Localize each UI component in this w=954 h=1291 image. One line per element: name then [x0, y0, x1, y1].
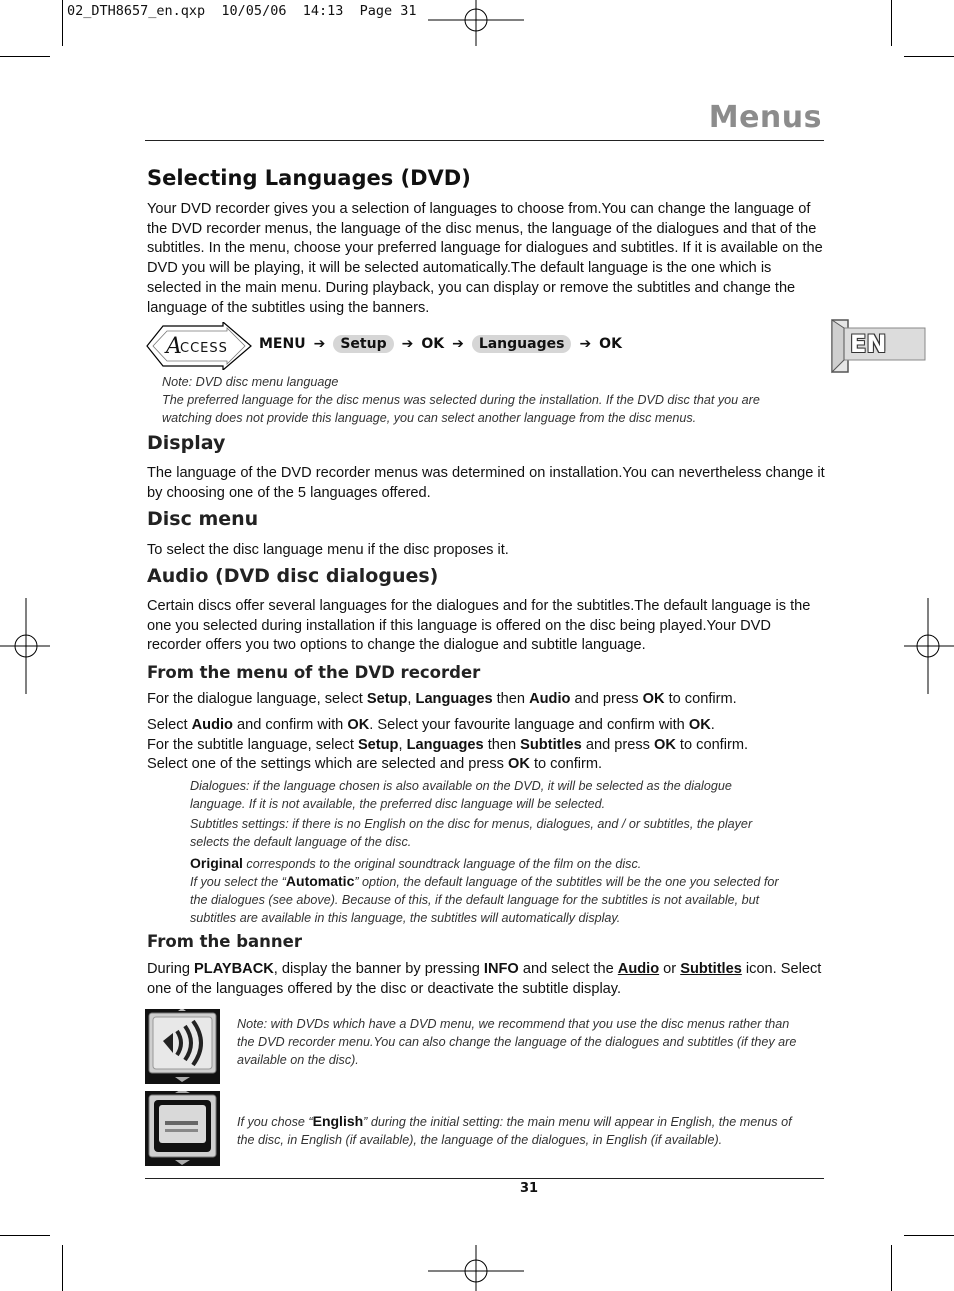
- access-arrow: [145, 322, 253, 370]
- from-menu-p2: [147, 716, 827, 775]
- note-title: Note: DVD disc menu language: [162, 375, 339, 389]
- text: OK: [688, 717, 711, 733]
- crop-mark: [0, 56, 50, 57]
- from-menu-line: [147, 755, 827, 775]
- text: Select: [147, 717, 192, 733]
- crop-mark: [62, 0, 63, 46]
- text: ” during the initial setting: the main menu will appear in English, the menus of the disc, in English (if available), the language of the dialogues, in English (if available).: [237, 1115, 792, 1147]
- path-menu: MENU: [259, 336, 306, 352]
- text: OK: [508, 756, 530, 773]
- footer-rule: [145, 1178, 824, 1179]
- language-tab-label: EN: [850, 330, 887, 358]
- text: and press: [570, 691, 643, 707]
- text: to confirm.: [529, 756, 603, 773]
- subtitle-banner-icon: [145, 1091, 220, 1166]
- disc-menu-heading: Disc menu: [147, 508, 259, 530]
- crop-mark: [891, 0, 892, 46]
- text: INFO: [483, 961, 519, 977]
- text: OK: [347, 717, 370, 733]
- text: If you select the “: [190, 875, 286, 889]
- text: Languages: [406, 736, 484, 753]
- text: .: [710, 717, 715, 733]
- disc-menu-text: To select the disc language menu if the disc proposes it.: [147, 542, 509, 558]
- page-number: 31: [520, 1181, 539, 1196]
- text: Subtitles: [680, 961, 742, 977]
- path-languages: Languages: [472, 335, 572, 353]
- path-setup: Setup: [333, 335, 393, 353]
- note-dialogues: Dialogues: if the language chosen is also available on the DVD, it will be selected as the dialogue language. If it is not available, the preferred disc language will be selected.: [190, 779, 732, 811]
- display-heading: Display: [147, 432, 226, 454]
- text: and press: [581, 736, 654, 753]
- text: ,: [398, 736, 407, 753]
- audio-heading: Audio (DVD disc dialogues): [147, 565, 439, 587]
- registration-mark-bottom: [428, 1245, 524, 1291]
- display-text: The language of the DVD recorder menus was determined on installation.You can nevertheless change it by choosing one of the 5 languages offered.: [147, 465, 825, 501]
- path-ok: OK: [421, 336, 445, 352]
- audio-text: Certain discs offer several languages for the dialogues and for the subtitles.The default language is the one you selected during installation if this language is offered on the disc being played.Your DVD recorder offers you two options to change the dialogue and subtitle language.: [147, 598, 811, 654]
- path-ok-final: OK: [599, 336, 622, 352]
- crop-mark: [904, 1235, 954, 1236]
- from-banner-heading: From the banner: [147, 932, 302, 951]
- note-english: [237, 1112, 812, 1149]
- text: then: [492, 691, 530, 707]
- text: Audio: [617, 961, 660, 977]
- registration-mark-left: [0, 598, 50, 694]
- crop-mark: [904, 56, 954, 57]
- text: to confirm.: [675, 736, 749, 753]
- text: For the subtitle language, select: [147, 736, 358, 753]
- text: ,: [407, 691, 416, 707]
- intro-paragraph: Your DVD recorder gives you a selection of languages to choose from.You can change the language of the DVD recorder menus, the language of the disc menus, the language of the dialogues and that of the subtitles. In the menu, choose your preferred language for dialogues and subtitles. If it is available on the DVD you will be playing, it will be selected automatically.The default language is the one which is selected in the main menu. During playback, you can display or remove the subtitles and change the language of the subtitles using the banners.: [147, 201, 823, 316]
- text: . Select your favourite language and confirm with: [369, 717, 689, 733]
- language-tab: [830, 318, 926, 374]
- text: English: [312, 1113, 364, 1129]
- text: Original: [190, 855, 243, 871]
- text: Automatic: [285, 873, 355, 889]
- note-audio: Note: with DVDs which have a DVD menu, we recommend that you use the disc menus rather than the DVD recorder menu.You can also change the language of the dialogues and subtitles (if they are available on the disc).: [237, 1017, 797, 1067]
- crop-mark: [891, 1245, 892, 1291]
- text: , display the banner by pressing: [273, 961, 484, 977]
- text: corresponds to the original soundtrack language of the film on the disc.: [242, 857, 642, 871]
- text: Audio: [529, 691, 571, 707]
- access-label: CCESS: [180, 341, 228, 356]
- registration-mark-right: [904, 598, 954, 694]
- section-title: Selecting Languages (DVD): [147, 166, 471, 190]
- arrow-right-icon: ➔: [401, 336, 414, 352]
- page-title: Menus: [708, 100, 822, 135]
- text: PLAYBACK: [194, 961, 274, 977]
- text: OK: [653, 736, 676, 753]
- text: For the dialogue language, select: [147, 691, 367, 707]
- text: ” option, the default language of the subtitles will be the one you selected for the dialogues (see above). Because of this, if the default language for the subtitles is not available, but subtitles are available in this language, the subtitles will automatically display.: [190, 875, 779, 925]
- note-original: [190, 854, 790, 873]
- from-menu-line: [147, 716, 827, 736]
- text: Subtitles: [520, 736, 582, 753]
- text: During: [147, 961, 195, 977]
- text: Setup: [357, 736, 399, 753]
- arrow-right-icon: ➔: [313, 336, 326, 352]
- text: Languages: [415, 691, 493, 707]
- audio-banner-icon: [145, 1009, 220, 1084]
- from-menu-line: [147, 736, 827, 756]
- text: Audio: [191, 717, 233, 733]
- from-menu-heading: From the menu of the DVD recorder: [147, 663, 481, 682]
- arrow-right-icon: ➔: [579, 336, 592, 352]
- text: If you chose “: [237, 1115, 313, 1129]
- text: or: [659, 961, 681, 977]
- print-slug: 02_DTH8657_en.qxp 10/05/06 14:13 Page 31: [67, 3, 417, 19]
- crop-mark: [62, 1245, 63, 1291]
- from-menu-p1: [147, 690, 827, 710]
- text: then: [483, 736, 521, 753]
- from-banner-text: [147, 960, 827, 999]
- text: OK: [642, 691, 665, 707]
- arrow-right-icon: ➔: [452, 336, 464, 352]
- text: to confirm.: [664, 691, 737, 707]
- access-label-initial: A: [166, 334, 182, 359]
- text: Setup: [366, 691, 408, 707]
- text: and confirm with: [232, 717, 348, 733]
- note-text: The preferred language for the disc menus was selected during the installation. If the DVD disc that you are watching does not provide this language, you can select another language from the disc menus.: [162, 393, 760, 425]
- note-subtitles: Subtitles settings: if there is no English on the disc for menus, dialogues, and / or subtitles, the player selects the default language of the disc.: [190, 817, 753, 849]
- header-rule: [145, 140, 824, 141]
- note-automatic: [190, 872, 798, 927]
- menu-path: [259, 335, 622, 353]
- crop-mark: [0, 1235, 50, 1236]
- registration-mark-top: [428, 0, 524, 46]
- text: icon. Select one of the languages offered by the disc or deactivate the subtitle display.: [147, 961, 822, 997]
- text: and select the: [518, 961, 618, 977]
- text: Select one of the settings which are selected and press: [147, 756, 509, 773]
